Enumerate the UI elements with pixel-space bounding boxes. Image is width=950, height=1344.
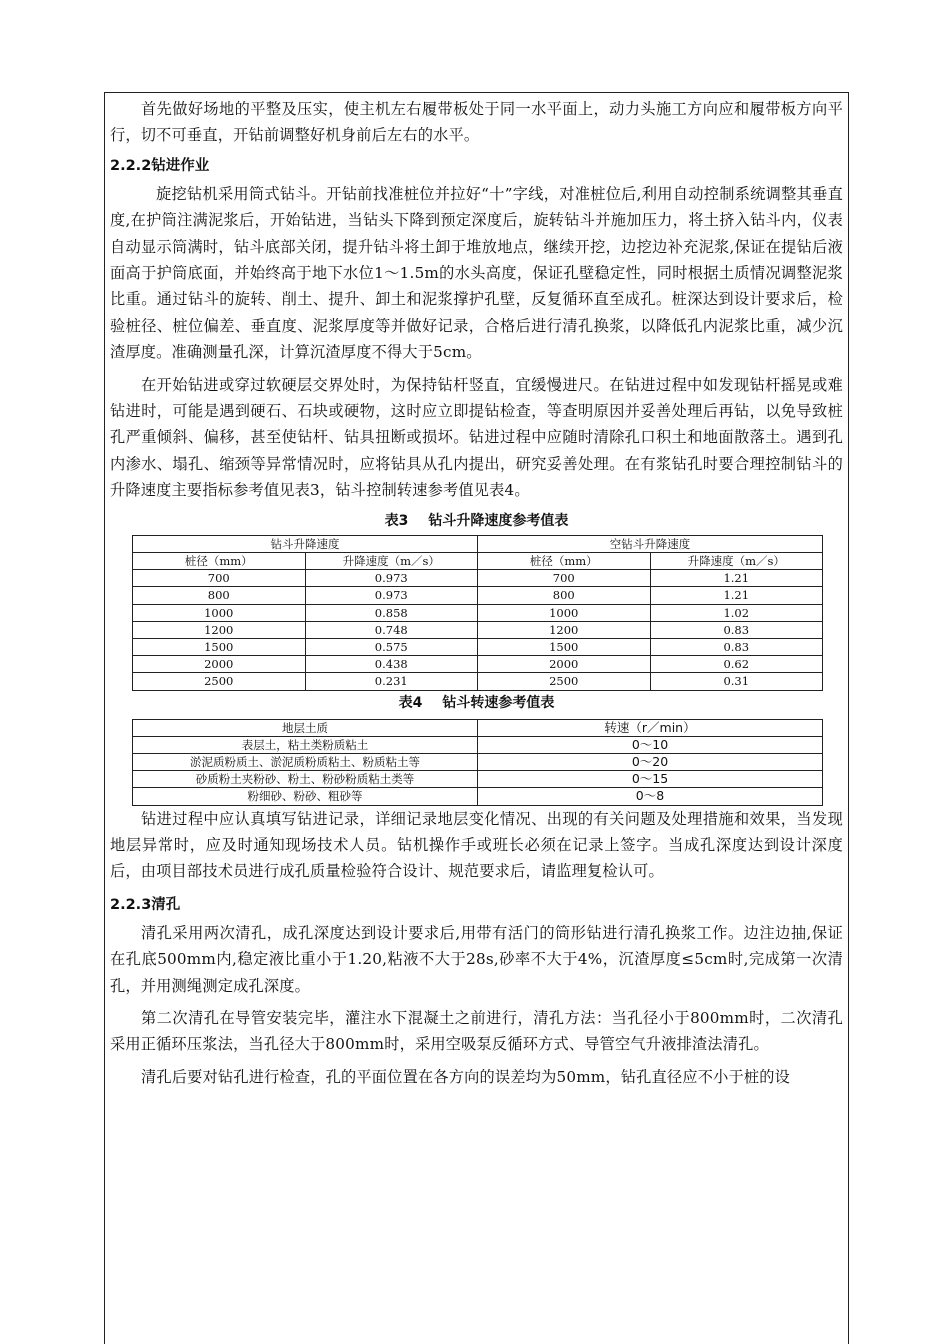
- table-cell: 0.31: [650, 673, 823, 690]
- table4-col-header: 地层土质: [133, 719, 478, 736]
- table-row: [133, 604, 823, 621]
- table-cell: 700: [478, 570, 651, 587]
- table-cell: 800: [133, 587, 306, 604]
- table3-group-header: 钻斗升降速度: [133, 535, 478, 552]
- table3-caption: [110, 510, 843, 532]
- cleaning-paragraph-2: 第二次清孔在导管安装完毕，灌注水下混凝土之前进行，清孔方法：当孔径小于800mm时，二次清孔采用正循环压浆法，当孔径大于800mm时，采用空吸泵反循环方式、导管空气升液排渣法清孔。: [110, 1008, 843, 1054]
- table-cell: 0.973: [305, 587, 478, 604]
- table-cell: 0.973: [305, 570, 478, 587]
- table-row: [133, 736, 823, 753]
- table-cell: 0.83: [650, 638, 823, 655]
- table-cell: 0.62: [650, 656, 823, 673]
- table-cell: 0.858: [305, 604, 478, 621]
- table-cell: 1500: [133, 638, 306, 655]
- table-cell: 1.21: [650, 570, 823, 587]
- table-row: [133, 535, 823, 552]
- table-cell: 1000: [133, 604, 306, 621]
- table-cell: 1200: [133, 621, 306, 638]
- table-cell: 0.231: [305, 673, 478, 690]
- table-cell: 1200: [478, 621, 651, 638]
- table3-col-header: 升降速度（m／s）: [650, 552, 823, 569]
- table-cell: 800: [478, 587, 651, 604]
- cleaning-paragraph-3: 清孔后要对钻孔进行检查，孔的平面位置在各方向的误差均为50mm，钻孔直径应不小于桩的设: [141, 1067, 791, 1086]
- table3-col-header: 升降速度（m／s）: [305, 552, 478, 569]
- table-cell: 2000: [478, 656, 651, 673]
- table-cell: 1.02: [650, 604, 823, 621]
- table-row: [133, 638, 823, 655]
- table-cell: 0.438: [305, 656, 478, 673]
- table-cell: 表层土，粘土类粉质粘土: [133, 736, 478, 753]
- table-cell: 700: [133, 570, 306, 587]
- drilling-paragraph-2: 在开始钻进或穿过软硬层交界处时，为保持钻杆竖直，宜缓慢进尺。在钻进过程中如发现钻杆摇晃或难钻进时，可能是遇到硬石、石块或硬物，这时应立即提钻检查，等查明原因并妥善处理后再钻，以免导致桩孔严重倾斜、偏移，甚至使钻杆、钻具扭断或损坏。钻进过程中应随时清除孔口积土和地面散落土。遇到孔内渗水、塌孔、缩颈等异常情况时，应将钻具从孔内提出，研究妥善处理。在有浆钻孔时要合理控制钻斗的升降速度主要指标参考值见表3，钻斗控制转速参考值见表4。: [110, 375, 843, 500]
- table-cell: 0.575: [305, 638, 478, 655]
- table-cell: 1.21: [650, 587, 823, 604]
- table-cell: 淤泥质粉质土、淤泥质粉质粘土、粉质粘土等: [133, 753, 478, 770]
- table-cell: 0～20: [478, 753, 823, 770]
- table-cell: 1000: [478, 604, 651, 621]
- table-cell: 0～15: [478, 771, 823, 788]
- table4-number: 表4: [398, 694, 423, 711]
- table4: [132, 719, 823, 806]
- table-cell: 砂质粉土夹粉砂、粉土、粉砂粉质粘土类等: [133, 771, 478, 788]
- table3-col-header: 桩径（mm）: [133, 552, 306, 569]
- drilling-paragraph-1: 旋挖钻机采用筒式钻斗。开钻前找准桩位并拉好“十”字线，对准桩位后,利用自动控制系统调整其垂直度,在护筒注满泥浆后，开始钻进，当钻头下降到预定深度后，旋转钻斗并施加压力，将土挤入钻斗内，仪表自动显示筒满时，钻斗底部关闭，提升钻斗将土卸于堆放地点，继续开挖，边挖边补充泥浆,保证在提钻后液面高于护筒底面，并始终高于地下水位1～1.5m的水头高度，保证孔壁稳定性，同时根据土质情况调整泥浆比重。通过钻斗的旋转、削土、提升、卸土和泥浆撑护孔壁，反复循环直至成孔。桩深达到设计要求后，检验桩径、桩位偏差、垂直度、泥浆厚度等并做好记录，合格后进行清孔换浆，以降低孔内泥浆比重，减少沉渣厚度。准确测量孔深，计算沉渣厚度不得大于5cm。: [110, 184, 843, 362]
- table-cell: 2500: [133, 673, 306, 690]
- table-cell: 0.83: [650, 621, 823, 638]
- table-cell: 0～8: [478, 788, 823, 805]
- table-row: [133, 753, 823, 770]
- section-heading-drilling: 2.2.2钻进作业: [110, 157, 210, 174]
- table-row: [133, 656, 823, 673]
- table-row: [133, 719, 823, 736]
- table3: [132, 535, 823, 691]
- document-body: [110, 95, 843, 1090]
- table-cell: 2500: [478, 673, 651, 690]
- table-row: [133, 771, 823, 788]
- table-row: [133, 552, 823, 569]
- table-cell: 0～10: [478, 736, 823, 753]
- table-row: [133, 621, 823, 638]
- table4-caption: [110, 692, 843, 714]
- table3-number: 表3: [384, 512, 409, 529]
- table4-col-header: 转速（r／min）: [478, 719, 823, 736]
- table-cell: 0.748: [305, 621, 478, 638]
- table3-group-header: 空钻斗升降速度: [478, 535, 823, 552]
- table4-title: 钻斗转速参考值表: [442, 694, 555, 711]
- section-heading-hole-cleaning: 2.2.3清孔: [110, 896, 181, 913]
- table-row: [133, 587, 823, 604]
- table-cell: 2000: [133, 656, 306, 673]
- table-row: [133, 788, 823, 805]
- table-row: [133, 673, 823, 690]
- table-cell: 粉细砂、粉砂、粗砂等: [133, 788, 478, 805]
- table-row: [133, 570, 823, 587]
- table3-title: 钻斗升降速度参考值表: [428, 512, 569, 529]
- records-paragraph: 钻进过程中应认真填写钻进记录，详细记录地层变化情况、出现的有关问题及处理措施和效果，当发现地层异常时，应及时通知现场技术人员。钻机操作手或班长必须在记录上签字。当成孔深度达到设计深度后，由项目部技术员进行成孔质量检验符合设计、规范要求后，请监理复检认可。: [110, 809, 843, 881]
- table-cell: 1500: [478, 638, 651, 655]
- table3-col-header: 桩径（mm）: [478, 552, 651, 569]
- cleaning-paragraph-1: 清孔采用两次清孔，成孔深度达到设计要求后,用带有活门的筒形钻进行清孔换浆工作。边注边抽,保证在孔底500mm内,稳定液比重小于1.20,粘液不大于28s,砂率不大于4%，沉渣厚度≤5cm时,完成第一次清孔，并用测绳测定成孔深度。: [110, 923, 843, 995]
- intro-paragraph: 首先做好场地的平整及压实，使主机左右履带板处于同一水平面上，动力头施工方向应和履带板方向平行，切不可垂直，开钻前调整好机身前后左右的水平。: [110, 100, 843, 145]
